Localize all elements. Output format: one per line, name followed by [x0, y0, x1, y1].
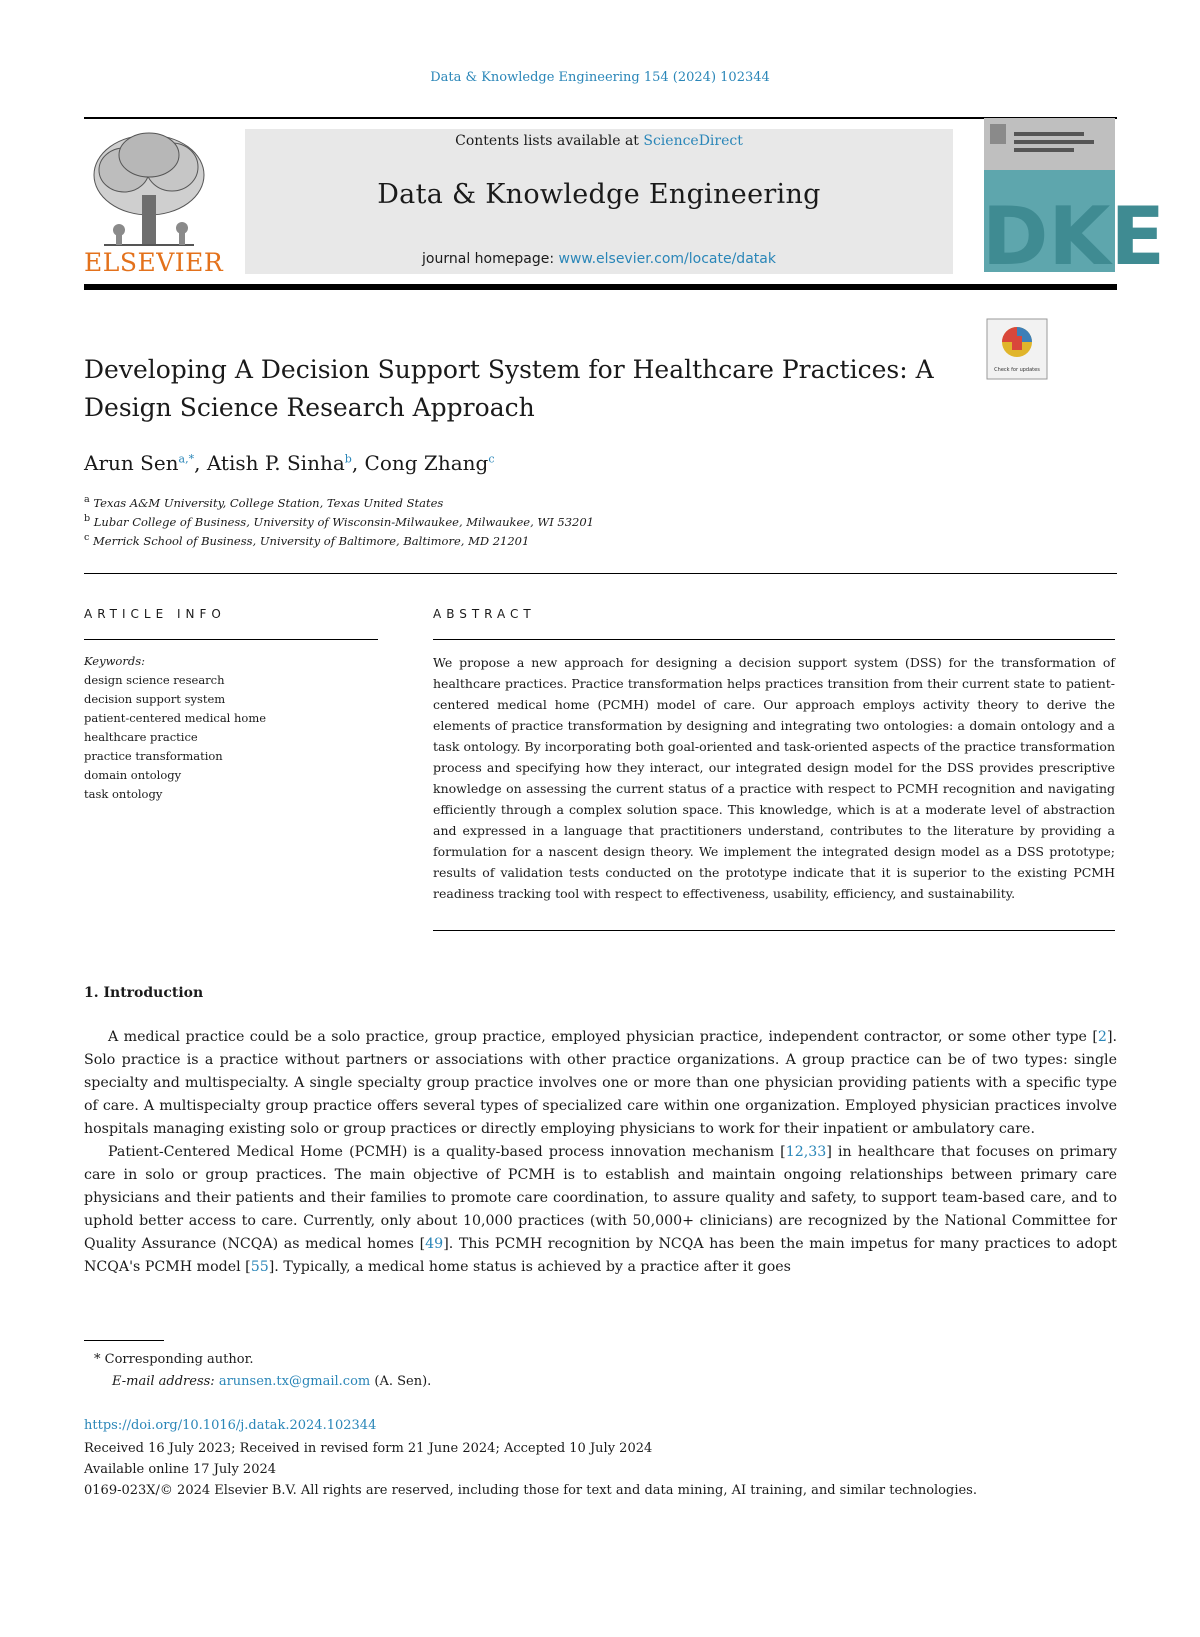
reference-link[interactable]: 12,33: [785, 1144, 827, 1160]
header-thick-rule: [84, 284, 1117, 290]
affiliation: [84, 513, 594, 529]
paragraph: [84, 1141, 1117, 1279]
author-affiliation-marker[interactable]: b: [344, 452, 352, 466]
email-suffix: (A. Sen).: [370, 1374, 432, 1389]
paragraph: [84, 1026, 1117, 1141]
section-heading-introduction: 1. Introduction: [84, 985, 204, 1001]
affiliation-text: Merrick School of Business, University of Baltimore, Baltimore, MD 21201: [93, 533, 530, 548]
affiliation: [84, 494, 443, 510]
footnote-text: Corresponding author.: [104, 1352, 254, 1367]
article-info-rule: [84, 639, 378, 640]
email-link[interactable]: arunsen.tx@gmail.com: [218, 1374, 371, 1389]
article-title: Developing A Decision Support System for Healthcare Practices: A Design Science Research Approach: [84, 355, 934, 422]
journal-citation[interactable]: Data & Knowledge Engineering 154 (2024) 102344: [430, 70, 770, 85]
introduction-body: [84, 1026, 1117, 1279]
article-info-heading: ARTICLE INFO: [84, 607, 226, 621]
paragraph-text: ] in healthcare that focuses on primary care in solo or group practices. The main objective of PCMH is to establish and maintain ongoing relationships between primary care physicians and their patients and their families to promote care coordination, to assure quality and safety, to support team-based care, and to uphold better access to care. Currently, only about 10,000 practices (with 50,000+ clinicians) are recognized by the National Committee for Quality Assurance (NCQA) as medical homes [: [84, 1144, 1117, 1252]
crossmark-label: Check for updates: [994, 367, 1040, 373]
cover-text: DKE: [982, 190, 1166, 283]
footnote-marker: *: [94, 1352, 101, 1367]
received-dates: Received 16 July 2023; Received in revised form 21 June 2024; Accepted 10 July 2024: [84, 1441, 653, 1456]
email-note: [112, 1374, 431, 1389]
journal-banner: [245, 129, 953, 274]
email-label: E-mail address:: [112, 1374, 215, 1389]
author-affiliation-marker[interactable]: a,*: [178, 452, 195, 466]
paragraph-text: A medical practice could be a solo practice, group practice, employed physician practice, independent contractor, or some other type [: [108, 1029, 1098, 1045]
available-online: Available online 17 July 2024: [84, 1462, 277, 1477]
doi-link[interactable]: https://doi.org/10.1016/j.datak.2024.102344: [84, 1418, 377, 1433]
keyword: patient-centered medical home: [84, 711, 267, 725]
abstract-text: We propose a new approach for designing a decision support system (DSS) for the transformation of healthcare practices. Practice transformation helps practices transition from their current state to patient-centered medical home (PCMH) model of care. Our approach employs activity theory to derive the elements of practice transformation by designing and integrating two ontologies: a domain ontology and a task ontology. By incorporating both goal-oriented and task-oriented aspects of the practice transformation process and specifying how they interact, our integrated design model for the DSS provides prescriptive knowledge on assessing the current status of a practice with respect to PCMH recognition and navigating efficiently through a complex solution space. This knowledge, which is at a moderate level of abstraction and expressed in a language that practitioners understand, contributes to the literature by providing a formulation for a nascent design theory. We implement the integrated design model as a DSS prototype; results of validation tests conducted on the prototype indicate that it is superior to the existing PCMH readiness tracking tool with respect to effectiveness, usability, efficiency, and sustainability.: [433, 655, 1115, 901]
check-for-updates-icon[interactable]: [986, 318, 1048, 380]
contents-available: [245, 133, 953, 149]
keywords-block: [84, 652, 374, 804]
keyword: decision support system: [84, 692, 226, 706]
copyright-notice: 0169-023X/© 2024 Elsevier B.V. All rights are reserved, including those for text and data mining, AI training, and similar technologies.: [84, 1483, 977, 1498]
affiliation-label: c: [84, 532, 90, 543]
contents-prefix: Contents lists available at: [455, 133, 644, 149]
affiliation: [84, 532, 529, 548]
keyword: healthcare practice: [84, 730, 198, 744]
header-rule: [84, 117, 1117, 119]
affiliation-text: Lubar College of Business, University of Wisconsin-Milwaukee, Milwaukee, WI 53201: [93, 514, 594, 529]
paragraph-text: ]. This PCMH recognition by NCQA has been the main impetus for many practices to adopt NCQA's PCMH model [: [84, 1236, 1118, 1275]
paragraph-text: ]. Solo practice is a practice without partners or associations with other practice organizations. A group practice can be of two types: single specialty and multispecialty. A single specialty group practice involves one or more than one physician providing patients with a specific type of care. A multispecialty group practice offers several types of specialized care within one organization. Employed physician practices involve hospitals managing existing solo or group practices or directly employing physicians to work for their inpatient or ambulatory care.: [84, 1029, 1117, 1137]
reference-link[interactable]: 49: [425, 1236, 444, 1252]
reference-link[interactable]: 2: [1097, 1029, 1107, 1045]
section-divider: [84, 573, 1117, 574]
homepage-link[interactable]: www.elsevier.com/locate/datak: [558, 251, 776, 267]
keyword: task ontology: [84, 787, 163, 801]
reference-link[interactable]: 55: [250, 1259, 269, 1275]
author-affiliation-marker[interactable]: c: [488, 452, 495, 466]
affiliation-label: a: [84, 494, 90, 505]
keywords-label: Keywords:: [84, 654, 145, 668]
author-name[interactable]: Arun Sen: [84, 451, 179, 475]
keyword: design science research: [84, 673, 225, 687]
paragraph-text: ]. Typically, a medical home status is achieved by a practice after it goes: [268, 1259, 791, 1275]
elsevier-wordmark: ELSEVIER: [84, 248, 224, 277]
affiliation-label: b: [84, 513, 91, 524]
paragraph-text: Patient-Centered Medical Home (PCMH) is a quality-based process innovation mechanism [: [108, 1144, 786, 1160]
abstract-heading: ABSTRACT: [433, 607, 536, 621]
footnote-rule: [84, 1340, 164, 1341]
journal-title: Data & Knowledge Engineering: [377, 179, 821, 210]
keyword: practice transformation: [84, 749, 223, 763]
abstract-rule: [433, 639, 1115, 640]
journal-homepage: [245, 251, 953, 267]
corresponding-author-note: [94, 1352, 254, 1367]
author-list: Arun Sen$^{a,*}$, Atish P. Sinha$^b$, Cong Zhang$^c$: [84, 451, 495, 475]
sciencedirect-link[interactable]: ScienceDirect: [643, 133, 743, 149]
affiliation-text: Texas A&M University, College Station, Texas United States: [93, 495, 444, 510]
author-name[interactable]: Atish P. Sinha: [206, 451, 345, 475]
abstract-bottom-rule: [433, 930, 1115, 931]
author-name[interactable]: Cong Zhang: [364, 451, 489, 475]
journal-cover-thumbnail[interactable]: [982, 118, 1166, 283]
keyword: domain ontology: [84, 768, 182, 782]
homepage-prefix: journal homepage:: [422, 251, 559, 267]
